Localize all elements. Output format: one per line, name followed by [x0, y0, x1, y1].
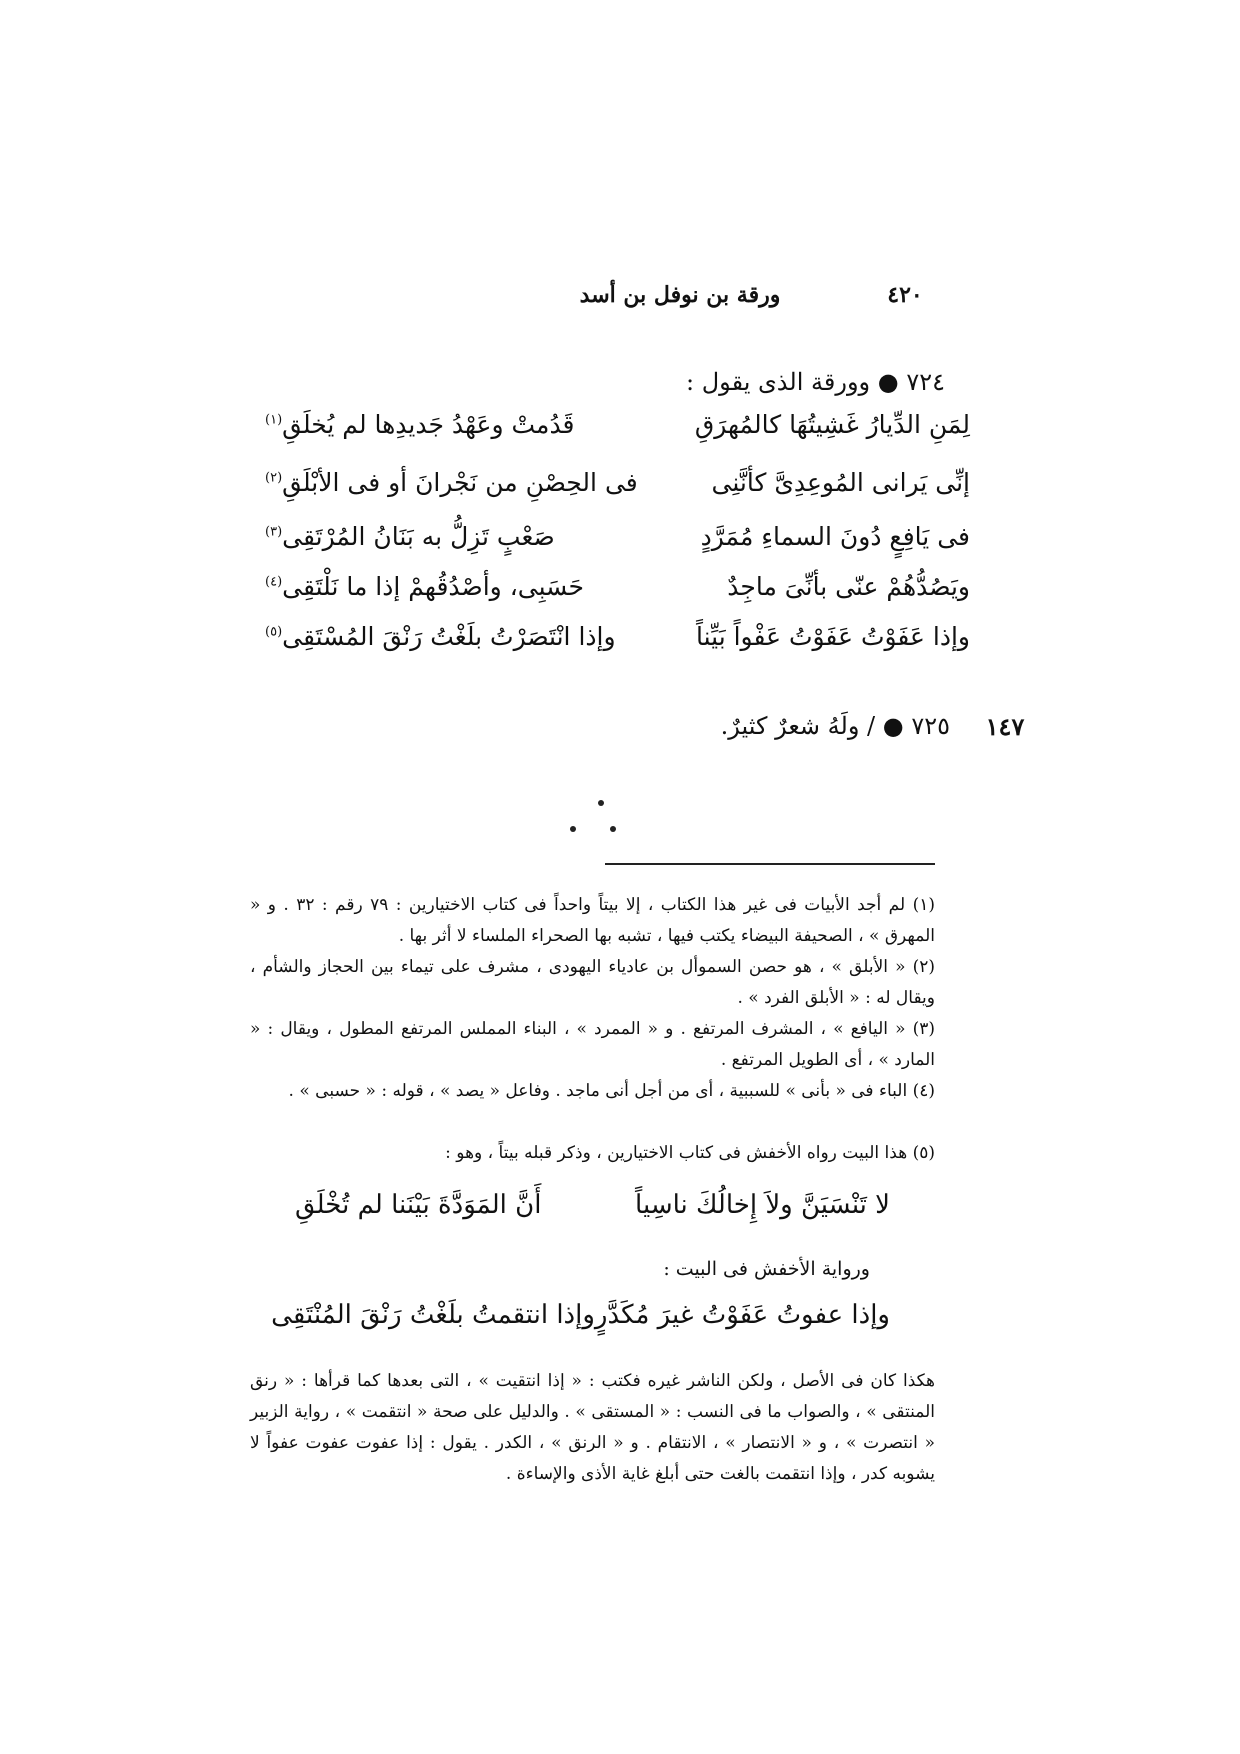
closing-line: ٧٢٥ ● / ولَهُ شعرٌ كثيرٌ. [720, 712, 950, 740]
verse-line [265, 522, 970, 570]
footnote-5: (٥) هذا البيت رواه الأخفش فى كتاب الاختيارين ، وذكر قبله بيتاً ، وهو : [445, 1143, 935, 1163]
footnote-divider [605, 863, 935, 865]
footnote-2: (٢) « الأبلق » ، هو حصن السموأل بن عادياء اليهودى ، مشرف على تيماء بين الحجاز والشأم ، ويقال له : « الأبلق الفرد » . [250, 957, 935, 1008]
footnote-3: (٣) « اليافع » ، المشرف المرتفع . و « الممرد » ، البناء المملس المرتفع المطول ، ويقال : « المارد » ، أى الطويل المرتفع . [250, 1019, 935, 1070]
ornament-dot [598, 800, 604, 806]
verse-hemistich-first: لِمَنِ الدِّيارُ غَشِيتُهَا كالمُهرَقِ [694, 410, 970, 439]
verse-hemistich-second: حَسَبِى، وأصْدُقُهمْ إذا ما نَلْتَقِى$^{(٤)}$ [265, 572, 584, 601]
verse-hemistich-first: إنِّى يَرانى المُوعِدِىَّ كأنَّنِى [711, 468, 970, 497]
ornament-dot [570, 826, 576, 832]
margin-number: ١٤٧ [985, 712, 1025, 741]
verse-hemistich-first: لا تَنْسَيَنَّ ولاَ إِخالُكَ ناسِياً [635, 1190, 890, 1220]
verse-hemistich-first: ويَصُدُّهُمْ عنّى بأنِّىَ ماجِدٌ [727, 572, 970, 601]
footnote-verse [295, 1190, 890, 1220]
footnote-5-continuation: هكذا كان فى الأصل ، ولكن الناشر غيره فكتب : « إذا انتقيت » ، التى بعدها كما قرأها : « رنق المنتقى » ، والصواب ما فى النسب : « المستقى » . والدليل على صحة « انتقمت » ، رواية الزبير « انتصرت » ، و « الانتصار » ، الانتقام . و « الرنق » ، الكدر . يقول : إذا عفوت عفوت عفواً لا يشوبه كدر ، وإذا انتقمت بالغت حتى أبلغ غاية الأذى والإساءة . [250, 1371, 935, 1484]
verse-line [265, 410, 970, 458]
verse-line [265, 468, 970, 516]
verse-hemistich-second: صَعْبٍ تَزِلُّ به بَنَانُ المُرْتَقِى$^{(٣)}$ [265, 522, 555, 551]
verse-line [265, 572, 970, 620]
page-number: ٤٢٠ [887, 282, 923, 308]
footnote-marker: (٢) [265, 470, 283, 486]
verse-hemistich-second: أَنَّ المَوَدَّةَ بَيْنَنا لم تُخْلَقِ [295, 1190, 542, 1220]
footnote-marker: (٣) [265, 524, 283, 540]
footnote-marker: (٥) [265, 624, 283, 640]
poem-intro: ٧٢٤ ● وورقة الذى يقول : [686, 368, 945, 396]
verse-hemistich-second: وإذا انتقمتُ بلَغْتُ رَنْقَ المُنْتَقِى [271, 1300, 595, 1330]
footnote-verse-variant [271, 1300, 890, 1330]
verse-line [265, 622, 970, 670]
verse-hemistich-second: فى الحِصْنِ من نَجْرانَ أو فى الأبْلَقِ$^{(٢)}$ [265, 468, 638, 497]
ornament-dot [610, 826, 616, 832]
verse-hemistich-first: فى يَافِعٍ دُونَ السماءِ مُمَرَّدٍ [700, 522, 970, 551]
footnote-1: (١) لم أجد الأبيات فى غير هذا الكتاب ، إلا بيتاً واحداً فى كتاب الاختيارين : ٧٩ رقم : ٣٢ . و « المهرق » ، الصحيفة البيضاء يكتب فيها ، تشبه بها الصحراء الملساء لا أثر بها . [250, 895, 935, 946]
verse-hemistich-second: وإذا انْتَصَرْتُ بلَغْتُ رَنْقَ المُسْتَقِى$^{(٥)}$ [265, 622, 616, 651]
running-header-title: ورقة بن نوفل بن أسد [579, 282, 781, 308]
akhfash-label: ورواية الأخفش فى البيت : [663, 1258, 870, 1280]
footnote-4: (٤) الباء فى « بأنى » للسببية ، أى من أجل أنى ماجد . وفاعل « يصد » ، قوله : « حسبى » . [288, 1081, 935, 1101]
verse-hemistich-first: وإذا عفوتُ عَفَوْتُ غيرَ مُكَدَّرٍ [594, 1300, 890, 1330]
footnote-marker: (١) [265, 412, 283, 428]
footnote-marker: (٤) [265, 574, 283, 590]
verse-hemistich-second: قَدُمتْ وعَهْدُ جَديدِها لم يُخلَقِ$^{(١)}$ [265, 410, 575, 439]
verse-hemistich-first: وإذا عَفَوْتُ عَفَوْتُ عَفْواً بَيِّناً [696, 622, 970, 651]
